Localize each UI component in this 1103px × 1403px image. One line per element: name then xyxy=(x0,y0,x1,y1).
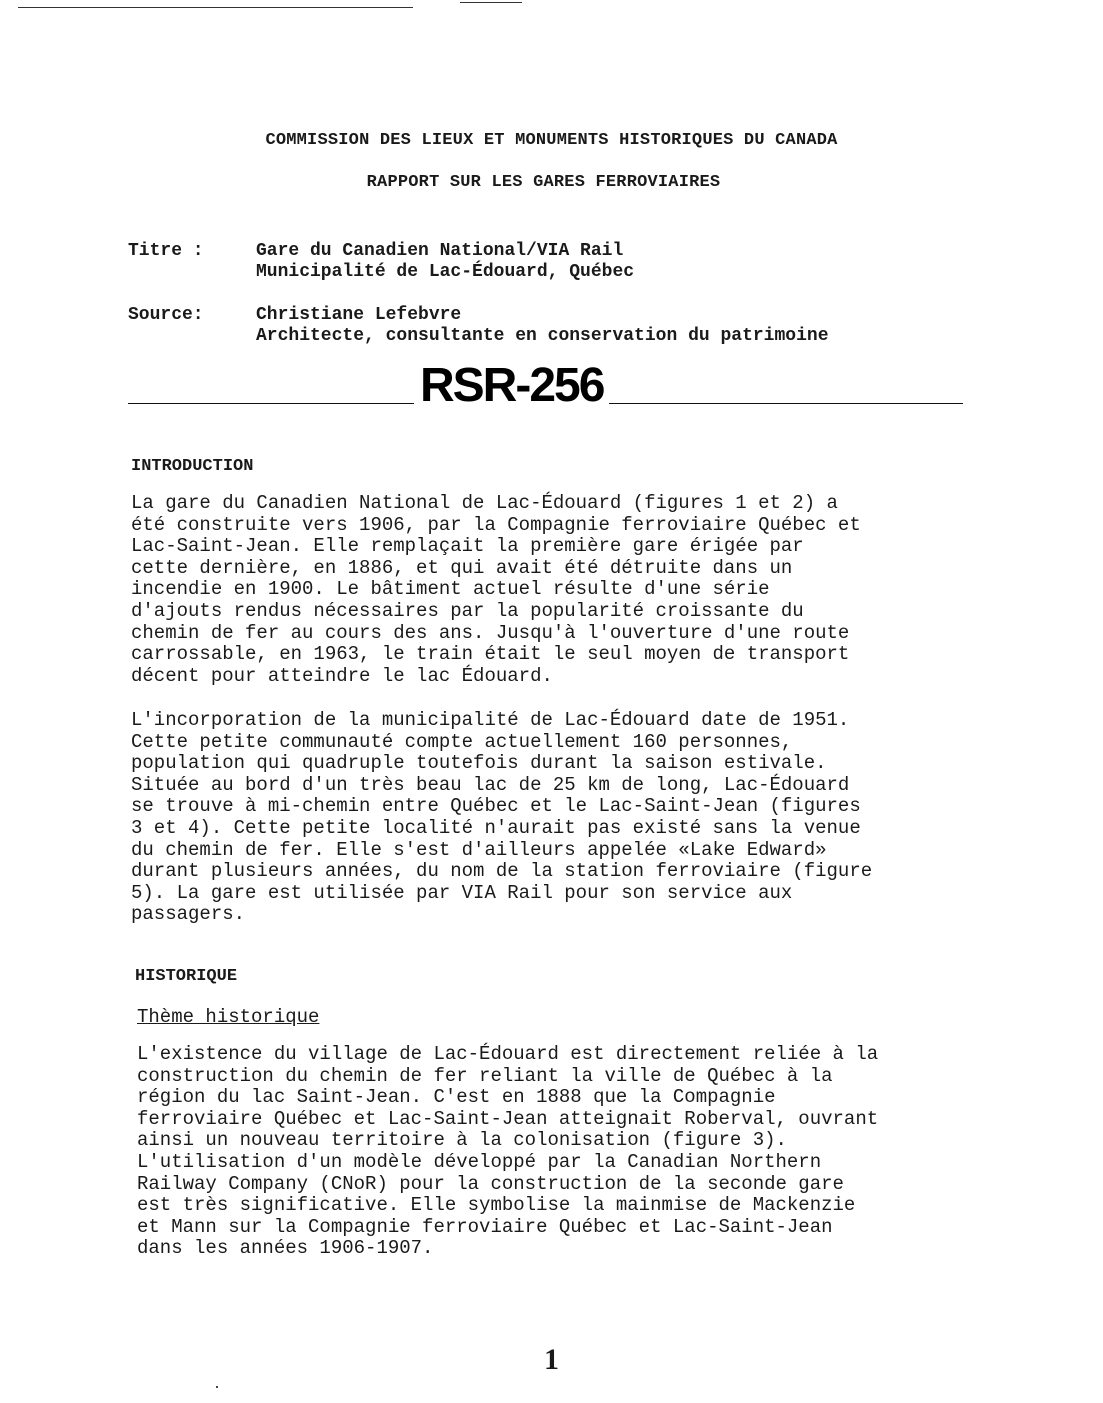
text-line: ainsi un nouveau territoire à la colonisation (figure 3). xyxy=(137,1129,787,1152)
text-line: cette dernière, en 1886, et qui avait été détruite dans un xyxy=(131,556,793,579)
scan-speck xyxy=(216,1386,218,1388)
text-line: ferroviaire Québec et Lac-Saint-Jean atteignait Roberval, ouvrant xyxy=(137,1107,879,1130)
source-line-2: Architecte, consultante en conservation du patrimoine xyxy=(256,326,829,346)
source-value xyxy=(256,305,829,347)
text-line: du chemin de fer. Elle s'est d'ailleurs appelée «Lake Edward» xyxy=(131,838,827,861)
text-line: 5). La gare est utilisée par VIA Rail pour son service aux xyxy=(131,881,793,904)
text-line: L'utilisation d'un modèle développé par la Canadian Northern xyxy=(137,1150,822,1173)
page-number: 1 xyxy=(544,1343,559,1376)
text-line: d'ajouts rendus nécessaires par la popularité croissante du xyxy=(131,599,804,622)
introduction-heading: INTRODUCTION xyxy=(131,457,254,476)
historique-heading: HISTORIQUE xyxy=(135,967,238,986)
text-line: Située au bord d'un très beau lac de 25 km de long, Lac-Édouard xyxy=(131,773,850,796)
source-field xyxy=(128,305,948,349)
text-line: passagers. xyxy=(131,903,246,926)
introduction-paragraph-2 xyxy=(131,710,872,926)
text-line: population qui quadruple toutefois durant la saison estivale. xyxy=(131,752,827,775)
scan-artifact-line xyxy=(18,7,413,8)
text-line: incendie en 1900. Le bâtiment actuel résulte d'une série xyxy=(131,578,770,601)
introduction-paragraph-1 xyxy=(131,493,861,687)
text-line: région du lac Saint-Jean. C'est en 1888 que la Compagnie xyxy=(137,1086,776,1109)
text-line: et Mann sur la Compagnie ferroviaire Québec et Lac-Saint-Jean xyxy=(137,1215,833,1238)
titre-value xyxy=(256,241,634,283)
titre-line-1: Gare du Canadien National/VIA Rail xyxy=(256,241,624,261)
text-line: Railway Company (CNoR) pour la construction de la seconde gare xyxy=(137,1172,844,1195)
text-line: construction du chemin de fer reliant la ville de Québec à la xyxy=(137,1064,833,1087)
text-line: Cette petite communauté compte actuellement 160 personnes, xyxy=(131,730,793,753)
text-line: La gare du Canadien National de Lac-Édouard (figures 1 et 2) a xyxy=(131,492,838,514)
text-line: chemin de fer au cours des ans. Jusqu'à l'ouverture d'une route xyxy=(131,621,850,644)
text-line: se trouve à mi-chemin entre Québec et le Lac-Saint-Jean (figures xyxy=(131,795,861,818)
report-title: RAPPORT SUR LES GARES FERROVIAIRES xyxy=(366,173,721,192)
titre-line-2: Municipalité de Lac-Édouard, Québec xyxy=(256,262,635,282)
text-line: L'incorporation de la municipalité de Lac-Édouard date de 1951. xyxy=(131,709,850,731)
document-code: RSR-256 xyxy=(414,362,609,410)
titre-field xyxy=(128,241,948,285)
text-line: dans les années 1906-1907. xyxy=(137,1237,434,1260)
document-code-block xyxy=(128,359,963,412)
text-line: été construite vers 1906, par la Compagnie ferroviaire Québec et xyxy=(131,513,861,536)
text-line: décent pour atteindre le lac Édouard. xyxy=(131,664,553,687)
source-line-1: Christiane Lefebvre xyxy=(256,305,462,325)
source-label: Source: xyxy=(128,305,204,325)
scan-artifact-line xyxy=(460,2,522,3)
text-line: carrossable, en 1963, le train était le seul moyen de transport xyxy=(131,643,850,666)
text-line: est très significative. Elle symbolise la mainmise de Mackenzie xyxy=(137,1194,856,1217)
titre-label: Titre : xyxy=(128,241,204,261)
theme-historique-subheading: Thème historique xyxy=(137,1006,320,1028)
text-line: 3 et 4). Cette petite localité n'aurait pas existé sans la venue xyxy=(131,816,861,839)
historique-paragraph-1 xyxy=(137,1044,878,1260)
text-line: durant plusieurs années, du nom de la station ferroviaire (figure xyxy=(131,860,873,883)
text-line: Lac-Saint-Jean. Elle remplaçait la première gare érigée par xyxy=(131,535,804,558)
commission-title: COMMISSION DES LIEUX ET MONUMENTS HISTORIQUES DU CANADA xyxy=(265,131,838,150)
text-line: L'existence du village de Lac-Édouard est directement reliée à la xyxy=(137,1043,879,1065)
